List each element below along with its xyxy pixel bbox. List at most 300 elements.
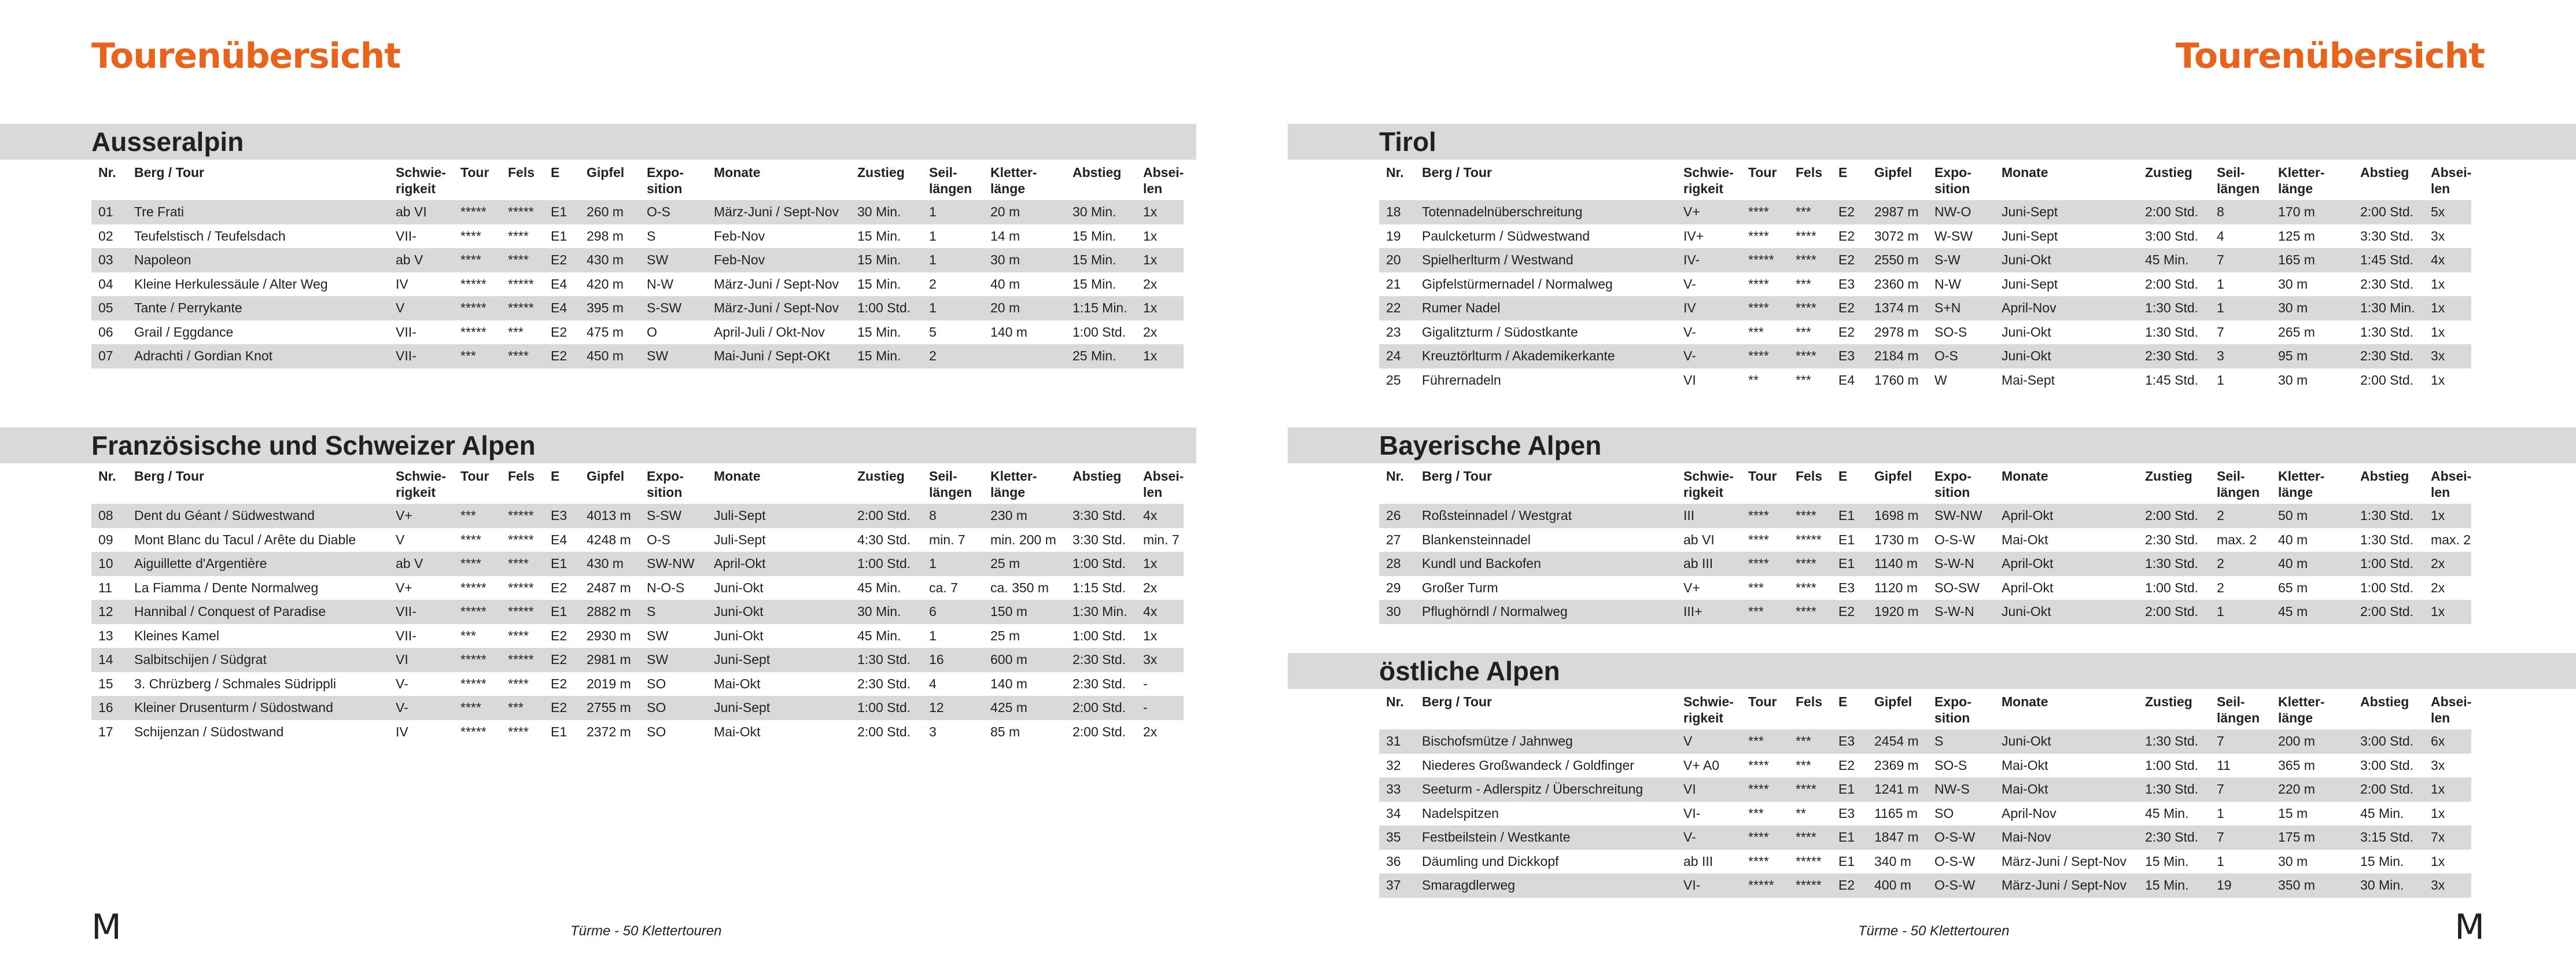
- table-row: [1379, 777, 2471, 802]
- table-cell: V+: [389, 504, 454, 528]
- table-cell: O-S: [640, 200, 707, 224]
- table-cell: ***: [1789, 200, 1831, 224]
- table-cell: SO-S: [1934, 324, 1967, 340]
- table-cell: 1165 m: [1874, 805, 1918, 821]
- table-cell: 1: [929, 228, 937, 244]
- table-cell: 2:30 Std.: [2138, 825, 2210, 850]
- table-cell: E2: [551, 628, 567, 643]
- table-cell: 1:30 Min.: [2353, 296, 2424, 320]
- table-cell: April-Nov: [2002, 805, 2057, 821]
- table-cell: 2: [2210, 552, 2271, 576]
- table-cell: E1: [1831, 504, 1867, 528]
- table-row: [91, 272, 1184, 297]
- table-cell: E2: [1831, 873, 1867, 898]
- table-cell: 2:30 Std.: [2138, 344, 2210, 368]
- table-cell: ***: [1796, 324, 1811, 340]
- column-header: Tour: [1748, 469, 1777, 484]
- table-cell: 65 m: [2278, 580, 2308, 595]
- table-cell: 22: [1379, 296, 1415, 320]
- table-cell: 3:00 Std.: [2360, 757, 2414, 773]
- table-cell: Gigalitzturm / Südostkante: [1422, 324, 1578, 340]
- table-cell: 40 m: [990, 276, 1020, 292]
- table-cell: La Fiamma / Dente Normalweg: [134, 580, 319, 595]
- table-cell: 15 m: [2278, 805, 2308, 821]
- column-header: Nr.: [1386, 694, 1404, 709]
- table-cell: 1: [922, 200, 983, 224]
- table-cell: 1:00 Std.: [850, 552, 922, 576]
- table-cell: E3: [544, 504, 580, 528]
- table-cell: Kleine Herkulessäule / Alter Weg: [134, 276, 328, 292]
- table-cell: VII-: [389, 600, 454, 624]
- table-cell: VII-: [396, 628, 417, 643]
- table-cell: ****: [1741, 777, 1789, 802]
- table-cell: E2: [1831, 248, 1867, 272]
- table-cell: E3: [1838, 805, 1855, 821]
- column-header: Zustieg: [2145, 469, 2192, 484]
- table-cell: Mont Blanc du Tacul / Arête du Diable: [134, 532, 356, 547]
- table-cell: ***: [1748, 324, 1764, 340]
- table-cell: E2: [1831, 200, 1867, 224]
- table-cell: Teufelstisch / Teufelsdach: [134, 228, 286, 244]
- table-cell: 2184 m: [1867, 344, 1928, 368]
- table-cell: 400 m: [1867, 873, 1928, 898]
- table-cell: S: [640, 600, 707, 624]
- table-cell: O: [647, 324, 657, 340]
- table-cell: 4:30 Std.: [857, 532, 911, 547]
- table-row: [91, 624, 1184, 648]
- table-cell: 29: [1386, 580, 1401, 595]
- table-cell: April-Nov: [1995, 296, 2138, 320]
- table-cell: -: [1136, 696, 1184, 720]
- table-cell: 1374 m: [1867, 296, 1928, 320]
- table-cell: März-Juni / Sept-Nov: [707, 296, 850, 320]
- table-cell: 1x: [2424, 296, 2471, 320]
- table-cell: ****: [1789, 777, 1831, 802]
- table-cell: *****: [454, 600, 501, 624]
- table-cell: 1x: [2424, 777, 2471, 802]
- table-cell: Hannibal / Conquest of Paradise: [127, 600, 389, 624]
- table-cell: 350 m: [2271, 873, 2353, 898]
- table-cell: ****: [1748, 532, 1769, 547]
- table-cell: 85 m: [990, 724, 1020, 739]
- table-cell: NW-S: [1928, 777, 1995, 802]
- table-cell: Juli-Sept: [714, 532, 766, 547]
- table-cell: 01: [91, 200, 127, 224]
- table-cell: **: [1796, 805, 1806, 821]
- table-cell: O-S: [647, 532, 670, 547]
- table-cell: W: [1934, 372, 1947, 388]
- table-cell: 23: [1386, 324, 1401, 340]
- table-row: [1379, 825, 2471, 850]
- table-cell: E2: [1831, 296, 1867, 320]
- table-cell: S-W-N: [1928, 600, 1995, 624]
- table-cell: ****: [1741, 200, 1789, 224]
- table-cell: 1x: [1136, 200, 1184, 224]
- table-row: [1379, 272, 2471, 297]
- table-cell: 475 m: [587, 324, 624, 340]
- table-cell: S-SW: [640, 504, 707, 528]
- table-cell: 3:30 Std.: [2360, 228, 2414, 244]
- table-cell: 2:30 Std.: [1073, 676, 1126, 691]
- table-cell: 1x: [2431, 276, 2445, 292]
- table-cell: 25: [1386, 372, 1401, 388]
- table-cell: 15 Min.: [850, 344, 922, 368]
- table-cell: ****: [454, 248, 501, 272]
- table-row: [1379, 200, 2471, 224]
- table-cell: 1:30 Std.: [850, 648, 922, 672]
- table-cell: E1: [551, 228, 567, 244]
- table-row: [91, 200, 1184, 224]
- table-cell: 1:30 Std.: [2360, 532, 2414, 547]
- table-cell: 2:00 Std.: [2138, 200, 2210, 224]
- table-cell: 2019 m: [587, 676, 631, 691]
- column-header: Kletter- länge: [2278, 469, 2325, 500]
- page-title-right: Tourenübersicht: [2175, 36, 2485, 76]
- table-cell: 15 Min.: [2145, 853, 2189, 869]
- table-cell: ab VI: [389, 200, 454, 224]
- table-cell: ****: [1789, 296, 1831, 320]
- table-cell: Juni-Okt: [714, 628, 764, 643]
- column-header: Nr.: [1386, 165, 1404, 180]
- table-cell: ****: [508, 676, 529, 691]
- table-cell: 6: [922, 600, 983, 624]
- table-cell: ****: [1748, 228, 1769, 244]
- table-cell: 5x: [2424, 200, 2471, 224]
- table-cell: 2: [2210, 504, 2271, 528]
- table-cell: 2:00 Std.: [2138, 600, 2210, 624]
- table-cell: 1x: [2431, 324, 2445, 340]
- column-header: E: [1838, 165, 1848, 180]
- table-cell: 2:30 Std.: [1066, 648, 1136, 672]
- table-cell: 340 m: [1874, 853, 1911, 869]
- table-cell: 1760 m: [1874, 372, 1919, 388]
- table-cell: 30 m: [2278, 372, 2308, 388]
- table-cell: 08: [91, 504, 127, 528]
- table-cell: April-Juli / Okt-Nov: [714, 324, 825, 340]
- table-cell: 140 m: [990, 676, 1027, 691]
- table-cell: 2:00 Std.: [2353, 600, 2424, 624]
- table-cell: 3x: [2424, 344, 2471, 368]
- table-row: [1379, 850, 2471, 874]
- table-cell: 36: [1386, 853, 1401, 869]
- table-cell: E2: [1838, 324, 1855, 340]
- table-cell: SO: [647, 724, 666, 739]
- table-cell: O-S: [1928, 344, 1995, 368]
- table-cell: 3: [929, 724, 937, 739]
- table-cell: 26: [1379, 504, 1415, 528]
- table-cell: ab V: [389, 248, 454, 272]
- table-cell: -: [1143, 676, 1148, 691]
- table-cell: E2: [544, 248, 580, 272]
- table-row: [91, 696, 1184, 720]
- table-cell: Kleiner Drusenturm / Südostwand: [127, 696, 389, 720]
- column-header: Tour: [1748, 694, 1777, 709]
- table-cell: 02: [98, 228, 113, 244]
- column-header: Fels: [1796, 469, 1823, 484]
- table-cell: Juni-Sept: [2002, 276, 2058, 292]
- table-cell: *****: [501, 296, 544, 320]
- column-header: E: [1838, 469, 1848, 484]
- table-cell: ***: [1796, 757, 1811, 773]
- table-cell: 31: [1379, 729, 1415, 754]
- table-cell: 2:30 Std.: [2353, 344, 2424, 368]
- table-row: [1379, 344, 2471, 368]
- table-cell: III: [1676, 504, 1741, 528]
- table-cell: O-S-W: [1934, 532, 1976, 547]
- table-cell: ****: [508, 628, 529, 643]
- column-header: Seil- längen: [2217, 165, 2260, 196]
- table-cell: Führernadeln: [1422, 372, 1501, 388]
- column-header: Expo- sition: [647, 165, 684, 196]
- table-cell: 1120 m: [1874, 580, 1918, 595]
- table-cell: Mai-Okt: [1995, 777, 2138, 802]
- column-header: Zustieg: [857, 469, 905, 484]
- table-cell: E1: [551, 724, 567, 739]
- column-header: Tour: [1748, 165, 1777, 180]
- table-cell: 27: [1386, 532, 1401, 547]
- table-cell: ***: [1741, 729, 1789, 754]
- column-header: Abstieg: [1073, 165, 1122, 180]
- table-cell: V+: [396, 580, 412, 595]
- table-cell: 14 m: [990, 228, 1020, 244]
- table-cell: V-: [389, 696, 454, 720]
- table-cell: *****: [1789, 873, 1831, 898]
- table-cell: [983, 344, 1066, 368]
- table-cell: 15 Min.: [2138, 873, 2210, 898]
- section-heading: Bayerische Alpen: [1379, 430, 1602, 460]
- table-cell: *****: [454, 296, 501, 320]
- table-cell: ab V: [389, 552, 454, 576]
- table-cell: 1:30 Std.: [2138, 296, 2210, 320]
- table-row: [91, 648, 1184, 672]
- section-heading: Ausseralpin: [91, 127, 244, 157]
- table-header-row: [91, 162, 1184, 200]
- publisher-logo-right: M: [2455, 907, 2485, 947]
- table-cell: ***: [508, 324, 524, 340]
- table-cell: 45 Min.: [2145, 805, 2189, 821]
- table-row: [1379, 528, 2471, 552]
- column-header: Absei- len: [1143, 469, 1184, 500]
- column-header: E: [551, 469, 560, 484]
- table-cell: 30 m: [2278, 853, 2308, 869]
- table-cell: 165 m: [2271, 248, 2353, 272]
- table-cell: 1:15 Min.: [1066, 296, 1136, 320]
- table-cell: min. 200 m: [990, 532, 1056, 547]
- table-cell: 35: [1379, 825, 1415, 850]
- table-cell: ***: [1741, 600, 1789, 624]
- table-cell: VI: [389, 648, 454, 672]
- column-header: Nr.: [98, 165, 116, 180]
- table-cell: E3: [1831, 344, 1867, 368]
- table-cell: S-W-N: [1928, 552, 1995, 576]
- table-cell: *****: [508, 580, 534, 595]
- table-cell: VI-: [1683, 805, 1701, 821]
- column-header: Kletter- länge: [990, 469, 1037, 500]
- table-cell: 3:00 Std.: [2353, 729, 2424, 754]
- table-cell: Aiguillette d'Argentière: [127, 552, 389, 576]
- table-cell: März-Juni / Sept-Nov: [707, 200, 850, 224]
- table-cell: 2:00 Std.: [2145, 276, 2199, 292]
- table-cell: 1:00 Std.: [2145, 757, 2199, 773]
- table-cell: ***: [1748, 805, 1764, 821]
- table-cell: 15 Min.: [857, 228, 901, 244]
- table-cell: *****: [460, 676, 487, 691]
- table-cell: 25 m: [990, 628, 1020, 643]
- table-cell: Salbitschijen / Südgrat: [127, 648, 389, 672]
- table-cell: Feb-Nov: [707, 248, 850, 272]
- table-cell: 1x: [1143, 628, 1158, 643]
- column-header: Gipfel: [587, 165, 625, 180]
- table-cell: 2: [2217, 580, 2224, 595]
- table-cell: 6x: [2424, 729, 2471, 754]
- table-header-row: [1379, 466, 2471, 504]
- table-cell: S: [647, 228, 656, 244]
- column-header: Berg / Tour: [1422, 165, 1492, 180]
- table-cell: 06: [98, 324, 113, 340]
- table-cell: ab VI: [1683, 532, 1715, 547]
- table-row: [1379, 576, 2471, 600]
- table-cell: *****: [508, 532, 534, 547]
- table-cell: 1: [929, 628, 937, 643]
- table-row: [91, 224, 1184, 249]
- table-cell: 2:00 Std.: [857, 724, 911, 739]
- table-cell: *****: [1796, 853, 1822, 869]
- table-cell: E1: [1831, 552, 1867, 576]
- table-cell: 1:00 Std.: [1066, 552, 1136, 576]
- table-cell: ****: [1741, 344, 1789, 368]
- column-header: E: [1838, 694, 1848, 709]
- table-cell: ****: [1789, 504, 1831, 528]
- table-cell: *****: [501, 200, 544, 224]
- table-cell: 45 Min.: [857, 628, 901, 643]
- table-cell: ****: [1789, 825, 1831, 850]
- table-cell: V+: [1676, 200, 1741, 224]
- table-cell: *****: [460, 276, 487, 292]
- table-cell: Juni-Sept: [707, 648, 850, 672]
- table-row: [1379, 504, 2471, 528]
- table-cell: 450 m: [580, 344, 640, 368]
- table-cell: ****: [1741, 552, 1789, 576]
- table-cell: ****: [1748, 757, 1769, 773]
- table-cell: SO: [647, 676, 666, 691]
- table-cell: *****: [460, 324, 487, 340]
- column-header: Tour: [460, 469, 489, 484]
- table-cell: Juni-Okt: [1995, 344, 2138, 368]
- table-cell: ****: [1789, 248, 1831, 272]
- table-cell: 4248 m: [587, 532, 631, 547]
- column-header: Expo- sition: [647, 469, 684, 500]
- table-cell: max. 2: [2217, 532, 2257, 547]
- table-cell: 14: [91, 648, 127, 672]
- table-cell: ****: [1789, 552, 1831, 576]
- table-cell: III+: [1676, 600, 1741, 624]
- column-header: Zustieg: [857, 165, 905, 180]
- table-cell: ****: [1741, 296, 1789, 320]
- table-cell: 2978 m: [1874, 324, 1919, 340]
- table-cell: 2:00 Std.: [2353, 200, 2424, 224]
- table-cell: ****: [501, 552, 544, 576]
- table-cell: 420 m: [587, 276, 624, 292]
- column-header: Nr.: [1386, 469, 1404, 484]
- column-header: Expo- sition: [1934, 694, 1971, 725]
- table-cell: 11: [98, 580, 112, 595]
- table-cell: SO-SW: [1934, 580, 1980, 595]
- table-cell: ***: [1796, 276, 1811, 292]
- table-cell: 2487 m: [587, 580, 631, 595]
- column-header: Seil- längen: [929, 469, 972, 500]
- table-cell: 2x: [2424, 552, 2471, 576]
- table-cell: 4013 m: [580, 504, 640, 528]
- table-cell: 230 m: [983, 504, 1066, 528]
- table-cell: Juni-Okt: [2002, 324, 2051, 340]
- tour-table: [1379, 466, 2471, 624]
- table-cell: 365 m: [2278, 757, 2315, 773]
- table-cell: Nadelspitzen: [1422, 805, 1499, 821]
- column-header: Abstieg: [2360, 694, 2409, 709]
- table-cell: Paulcketurm / Südwestwand: [1422, 228, 1590, 244]
- table-cell: 7: [2210, 825, 2271, 850]
- table-cell: NW-O: [1928, 200, 1995, 224]
- table-cell: 1: [922, 248, 983, 272]
- table-cell: 3x: [2431, 228, 2445, 244]
- table-cell: 1x: [1143, 228, 1158, 244]
- table-cell: Juni-Sept: [2002, 228, 2058, 244]
- table-cell: 2x: [1143, 580, 1158, 595]
- table-cell: 2882 m: [580, 600, 640, 624]
- table-cell: 45 Min.: [2360, 805, 2404, 821]
- column-header: Expo- sition: [1934, 165, 1971, 196]
- table-cell: April-Okt: [1995, 504, 2138, 528]
- table-cell: V-: [1676, 344, 1741, 368]
- table-cell: 17: [98, 724, 113, 739]
- table-cell: Napoleon: [127, 248, 389, 272]
- table-cell: 4x: [2424, 248, 2471, 272]
- table-cell: Roßsteinnadel / Westgrat: [1415, 504, 1676, 528]
- table-cell: Niederes Großwandeck / Goldfinger: [1422, 757, 1634, 773]
- column-header: Schwie- rigkeit: [396, 165, 446, 196]
- table-cell: VI: [1683, 372, 1696, 388]
- table-cell: 20: [1379, 248, 1415, 272]
- table-cell: SO-S: [1934, 757, 1967, 773]
- table-cell: April-Okt: [707, 552, 850, 576]
- table-cell: 4x: [1136, 504, 1184, 528]
- table-cell: 1:30 Std.: [2138, 777, 2210, 802]
- column-header: Seil- längen: [929, 165, 972, 196]
- table-cell: ***: [454, 504, 501, 528]
- table-cell: Gipfelstürmernadel / Normalweg: [1422, 276, 1613, 292]
- table-cell: SW: [647, 628, 669, 643]
- table-cell: 15 Min.: [857, 324, 901, 340]
- table-cell: 32: [1386, 757, 1401, 773]
- table-cell: 1:00 Std.: [1073, 628, 1126, 643]
- table-cell: 50 m: [2271, 504, 2353, 528]
- table-cell: 45 Min.: [857, 580, 901, 595]
- table-cell: 1:45 Std.: [2145, 372, 2199, 388]
- table-cell: 7x: [2424, 825, 2471, 850]
- table-cell: 2:30 Std.: [857, 676, 911, 691]
- table-row: [91, 672, 1184, 696]
- table-cell: Seeturm - Adlerspitz / Überschreitung: [1415, 777, 1676, 802]
- table-cell: ***: [1748, 580, 1764, 595]
- table-cell: *****: [460, 580, 487, 595]
- table-cell: ab III: [1683, 853, 1713, 869]
- table-cell: N-W: [1934, 276, 1961, 292]
- table-cell: SW: [640, 344, 707, 368]
- table-cell: E1: [1838, 853, 1855, 869]
- table-cell: *****: [460, 724, 487, 739]
- table-cell: *****: [454, 648, 501, 672]
- table-cell: 09: [98, 532, 113, 547]
